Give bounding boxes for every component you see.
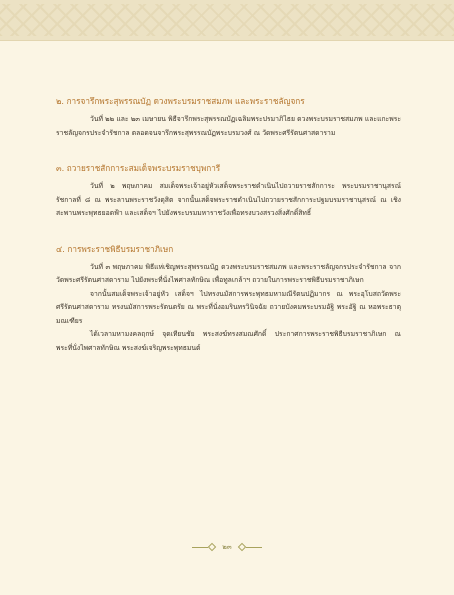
right-ornament-icon <box>238 544 262 550</box>
paragraph: ได้เวลามหามงคลฤกษ์ จุดเทียนชัย พระสงฆ์ทรงสมณศักดิ์ ประกาศการพระราชพิธีบรมราชาภิเษก ณ พระที่นั่งไพศาลทักษิณ พระสงฆ์เจริญพระพุทธมนต์ <box>56 330 401 352</box>
paragraph: วันที่ ๒ พฤษภาคม สมเด็จพระเจ้าอยู่หัวเสด็จพระราชดำเนินไปถวายราชสักการะ พระบรมราชานุสรณ์ รัชกาลที่ ๘ ณ พระลานพระราชวังดุสิต จากนั้นเสด็จพระราชดำเนินไปถวายราชสักการะปฐมบรมราชานุสรณ์ ณ เชิงสะพานพระพุทธยอดฟ้า และเสด็จฯ ไปยังพระบรมมหาราชวังเพื่อทรงบวงสรวงสิ่งศักดิ์สิทธิ์ <box>56 182 401 217</box>
section-3 <box>56 162 401 221</box>
paragraph: จากนั้นสมเด็จพระเจ้าอยู่หัว เสด็จฯ ไปทรงนมัสการพระพุทธมหามณีรัตนปฏิมากร ณ พระอุโบสถวัดพระศรีรัตนศาสดาราม ทรงนมัสการพระรัตนตรัย ณ พระที่นั่งอมรินทรวินิจฉัย ถวายบังคมพระบรมอัฐิ พระอัฐิ ณ หอพระธาตุมณเฑียร <box>56 289 401 325</box>
page-number: ๒๓ <box>222 542 232 551</box>
section-2 <box>56 95 401 140</box>
left-ornament-icon <box>192 544 216 550</box>
document-body <box>56 95 401 377</box>
decorative-pattern <box>0 4 454 36</box>
paragraph: วันที่ ๓ พฤษภาคม พิธีแห่เชิญพระสุพรรณบัฏ ดวงพระบรมราชสมภพ และพระราชลัญจกรประจำรัชกาล จากวัดพระศรีรัตนศาสดาราม ไปยังพระที่นั่งไพศาลทักษิณ เพื่อทูลเกล้าฯ ถวายในการพระราชพิธีบรมราชาภิเษก <box>56 262 401 284</box>
section-4 <box>56 243 401 356</box>
header-band <box>0 0 454 41</box>
section-heading: ๔. การพระราชพิธีบรมราชาภิเษก <box>56 243 174 254</box>
paragraph: วันที่ ๒๒ และ ๒๓ เมษายน พิธีจารึกพระสุพรรณบัฏเฉลิมพระปรมาภิไธย ดวงพระบรมราชสมภพ และแกะพระราชลัญจกรประจำรัชกาล ตลอดจนจารึกพระสุพรรณบัฏพระบรมวงศ์ ณ วัดพระศรีรัตนศาสดาราม <box>56 115 401 137</box>
page-footer <box>0 540 454 554</box>
section-heading: ๒. การจารึกพระสุพรรณบัฏ ดวงพระบรมราชสมภพ และพระราชลัญจกร <box>56 96 305 106</box>
section-heading: ๓. ถวายราชสักการะสมเด็จพระบรมราชบุพการี <box>56 163 221 173</box>
